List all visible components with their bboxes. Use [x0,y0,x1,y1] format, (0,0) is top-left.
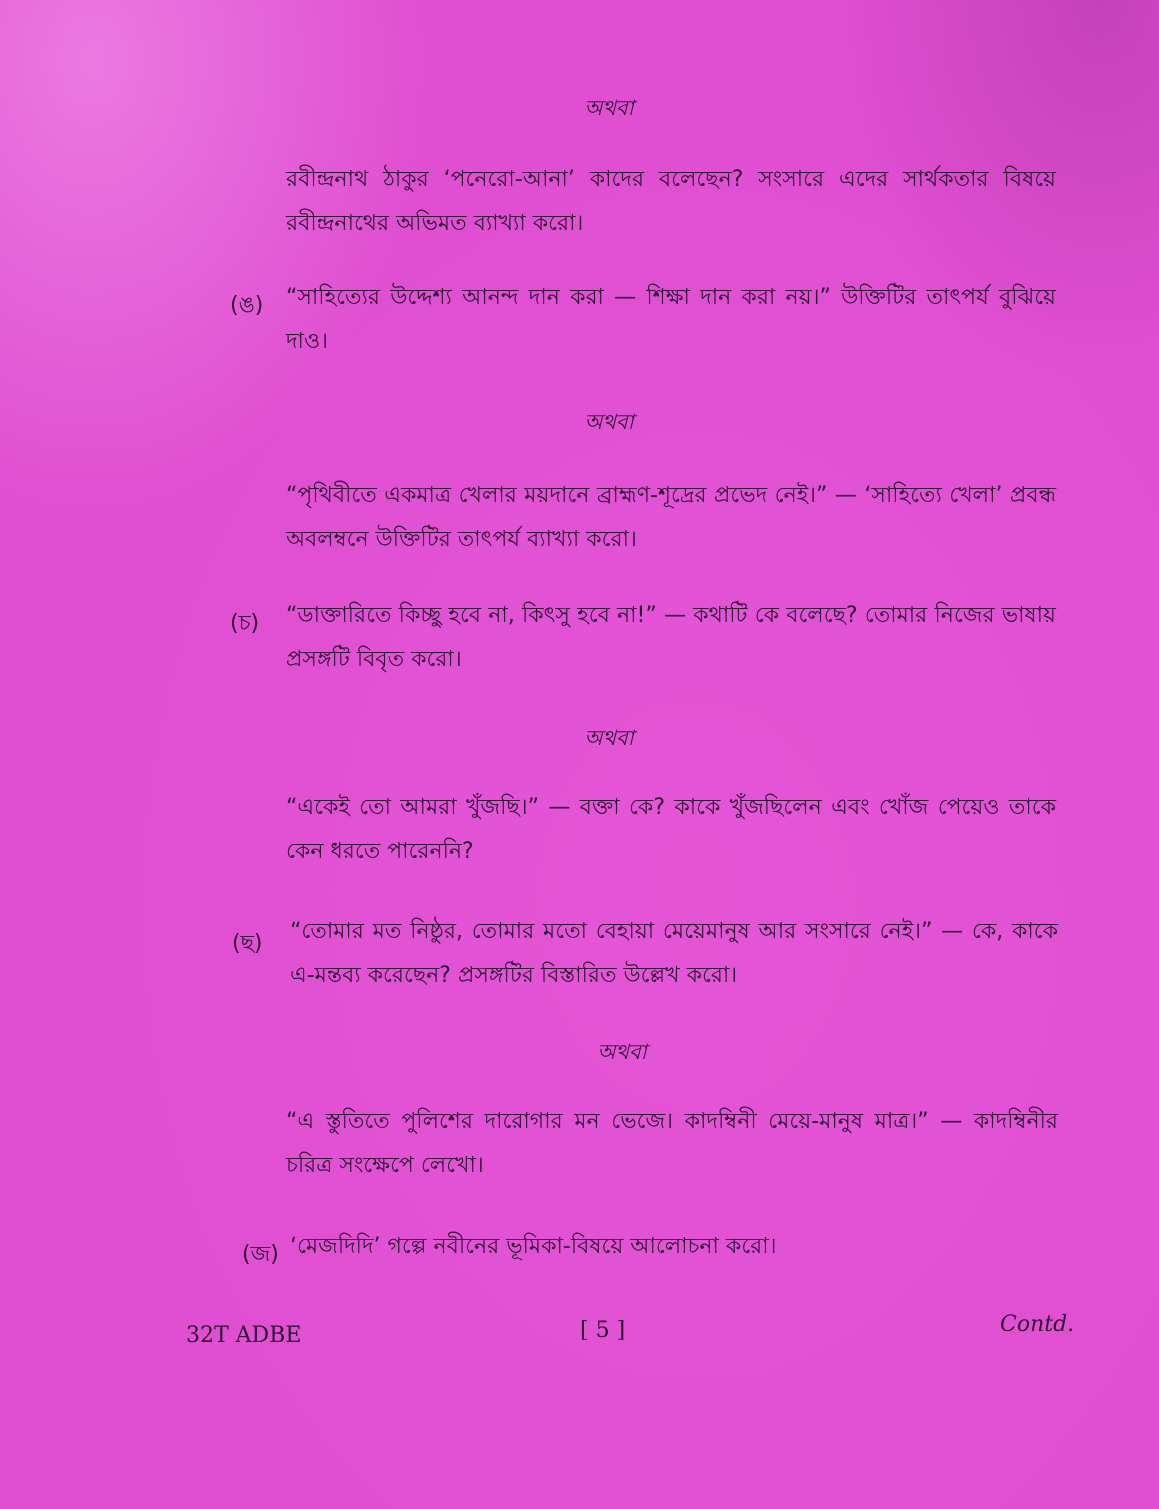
question-j-label: (জ) [242,1242,279,1267]
continued-label: Contd. [1000,1312,1075,1337]
paper-code: 32T ADBE [186,1323,302,1348]
question-ch-alternative: “একেই তো আমরা খুঁজছি।” — বক্তা কে? কাকে খুঁজছিলেন এবং খোঁজ পেয়েও তাকে কেন ধরতে পারেননি? [286,795,1056,864]
question-chh-text: “তোমার মত নিষ্ঠুর, তোমার মতো বেহায়া মেয়েমানুষ আর সংসারে নেই।” — কে, কাকে এ-মন্তব্য করেছেন? প্রসঙ্গটির বিস্তারিত উল্লেখ করো। [290,919,1058,988]
question-chh-label: (ছ) [232,931,263,956]
question-e-text: “সাহিত্যের উদ্দেশ্য আনন্দ দান করা — শিক্ষা দান করা নয়।” উক্তিটির তাৎপর্য বুঝিয়ে দাও। [286,285,1056,354]
question-e-alternative: “পৃথিবীতে একমাত্র খেলার ময়দানে ব্রাহ্মণ-শূদ্রের প্রভেদ নেই।” — ‘সাহিত্যে খেলা’ প্রবন্ধ অবলম্বনে উক্তিটির তাৎপর্য ব্যাখ্যা করো। [286,483,1056,552]
question-chh-alternative: “এ স্তুতিতে পুলিশের দারোগার মন ভেজে। কাদম্বিনী মেয়ে-মানুষ মাত্র।” — কাদম্বিনীর চরিত্র সংক্ষেপে লেখো। [286,1109,1058,1178]
question-ch-text: “ডাক্তারিতে কিচ্ছু হবে না, কিৎসু হবে না!” — কথাটি কে বলেছে? তোমার নিজের ভাষায় প্রসঙ্গটি বিবৃত করো। [286,603,1056,672]
or-divider-3: অথবা [584,726,634,750]
page-number: [ 5 ] [580,1318,626,1343]
or-divider-2: অথবা [584,410,634,434]
question-ch-label: (চ) [230,611,260,636]
question-d-alternative: রবীন্দ্রনাথ ঠাকুর ‘পনেরো-আনা’ কাদের বলেছেন? সংসারে এদের সার্থকতার বিষয়ে রবীন্দ্রনাথের অভিমত ব্যাখ্যা করো। [286,167,1056,236]
question-e-label: (ঙ) [230,293,264,318]
question-j-text: ‘মেজদিদি’ গল্পে নবীনের ভূমিকা-বিষয়ে আলোচনা করো। [290,1234,777,1259]
or-divider-4: অথবা [597,1040,647,1064]
or-divider-1: অথবা [584,96,634,120]
